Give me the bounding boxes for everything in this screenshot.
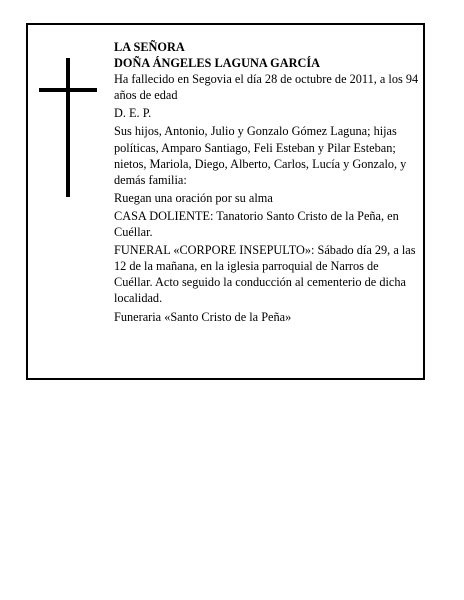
cross-horizontal-bar [39, 88, 97, 92]
deceased-name: DOÑA ÁNGELES LAGUNA GARCÍA [114, 56, 321, 71]
mourning-house: CASA DOLIENTE: Tanatorio Santo Cristo de la Peña, en Cuéllar. [114, 208, 399, 240]
cross-icon [39, 58, 97, 197]
notice-body [114, 39, 419, 327]
funeral-details: FUNERAL «CORPORE INSEPULTO»: Sábado día 29, a las 12 de la mañana, en la iglesia parroquial de Narros de Cuéllar. Acto seguido la conducción al cementerio de dicha localidad. [114, 243, 416, 306]
salutation: LA SEÑORA [114, 40, 185, 54]
death-info: Ha fallecido en Segovia el día 28 de octubre de 2011, a los 94 años de edad [114, 72, 419, 103]
family-list: Sus hijos, Antonio, Julio y Gonzalo Gómez Laguna; hijas políticas, Amparo Santiago, Feli Esteban y Pilar Esteban; nietos, Mariola, Diego, Alberto, Carlos, Lucía y Gonzalo, y demás familia: [114, 124, 407, 187]
cross-vertical-bar [66, 58, 70, 197]
rip-abbreviation: D. E. P. [114, 106, 152, 121]
funeral-home: Funeraria «Santo Cristo de la Peña» [114, 309, 292, 324]
prayer-request: Ruegan una oración por su alma [114, 190, 273, 205]
obituary-notice [26, 23, 425, 380]
